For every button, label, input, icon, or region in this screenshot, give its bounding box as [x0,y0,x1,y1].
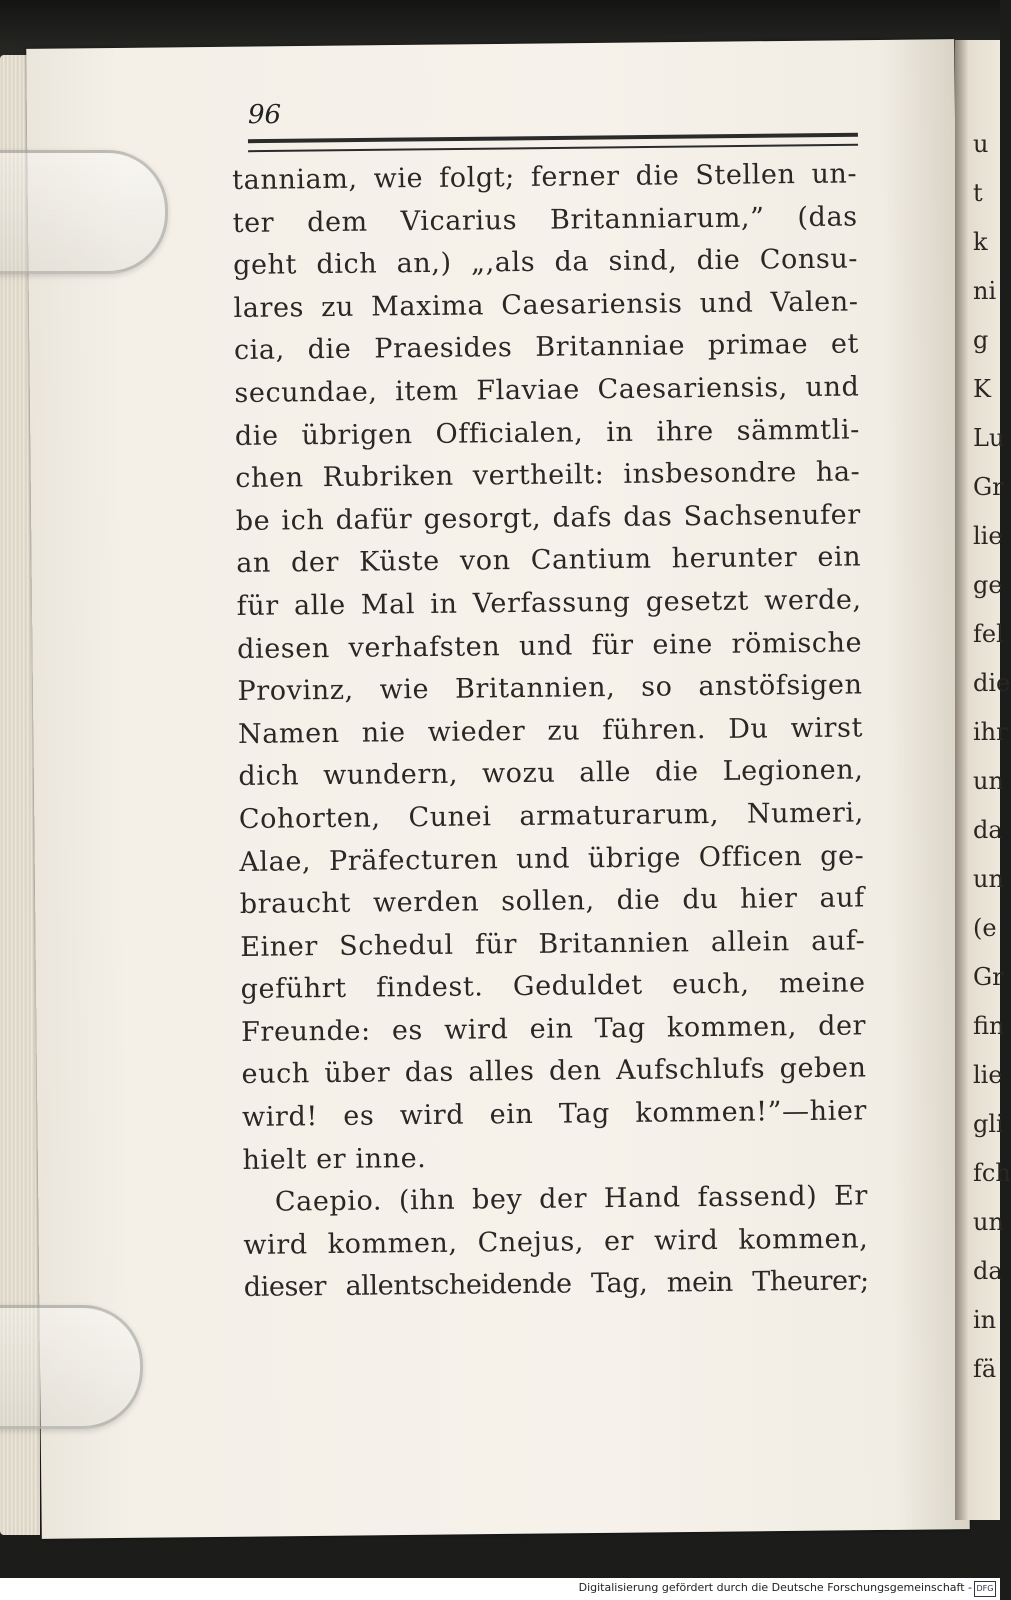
text-line: geht dich an,) „,als da sind, die Consu- [232,243,859,282]
page-number: 96 [248,100,282,130]
text-line: an der Küste von Cantium herunter ein [236,541,862,580]
text-line: tanniam, wie folgt; ferner die Stellen un- [232,158,858,196]
facing-page-fragment: in [973,1306,997,1334]
facing-page-fragment: Gr [973,473,1004,501]
facing-page-fragment: lie [973,522,1003,550]
facing-page-fragment: gli [973,1110,1004,1138]
facing-page-fragment: Gr [973,963,1004,991]
page-clip-bottom [0,1305,143,1429]
facing-page-fragment: k [973,228,988,256]
text-line: Einer Schedul für Britannien allein auf- [240,925,866,963]
facing-page-fragment: fä [973,1355,997,1383]
text-line: ter dem Vicarius Britanniarum,” (das [232,201,858,239]
text-line: dieser allentscheidende Tag, mein Theurer; [243,1265,869,1304]
text-line: cia, die Praesides Britanniae primae et [233,328,860,367]
facing-page-fragment: g [973,326,989,354]
facing-page-fragment: fin [973,1012,1005,1040]
text-line: wird! es wird ein Tag kommen!”—hier [241,1095,868,1134]
text-line: Alae, Präfecturen und übrige Officen ge- [239,839,865,878]
facing-page-fragment: ge [973,571,1003,599]
facing-page-fragment: t [973,179,983,207]
text-line: die übrigen Officialen, in ihre sämmtli- [234,414,861,452]
body-text [232,153,869,1310]
text-line: braucht werden sollen, die du hier auf [239,882,865,921]
text-line: secundae, item Flaviae Caesariensis, und [234,371,860,409]
text-line: lares zu Maxima Caesariensis und Valen- [233,286,859,324]
facing-page-fragment: die [973,669,1011,697]
facing-page-fragment: (e [973,914,997,942]
facing-page-fragment: un [973,1208,1004,1236]
facing-page-fragment: un [973,865,1004,893]
facing-page-fragment: u [973,130,989,158]
text-line: hielt er inne. [242,1142,427,1176]
facing-page-fragment: da [973,816,1003,844]
text-line: geführt findest. Geduldet euch, meine [240,967,866,1006]
text-line: Cohorten, Cunei armaturarum, Numeri, [238,797,865,835]
text-line: wird kommen, Cnejus, er wird kommen, [243,1223,869,1261]
text-line: Namen nie wieder zu führen. Du wirst [237,712,864,750]
facing-page-fragment: fel [973,620,1004,648]
facing-page-fragment: fch [973,1159,1011,1187]
text-line: für alle Mal in Verfassung gesetzt werde, [236,584,862,622]
page-clip-top [0,150,168,274]
facing-page-fragment: Lu [973,424,1005,452]
text-line: Provinz, wie Britannien, so anstöfsigen [237,669,863,708]
text-line: Freunde: es wird ein Tag kommen, der [240,1010,867,1048]
text-line: be ich dafür gesorgt, dafs das Sachsenufer [235,499,861,537]
facing-page-fragment: ihr [973,718,1008,746]
text-line: Caepio. (ihn bey der Hand fassend) Er [274,1180,869,1218]
facing-page-fragment: da [973,1257,1003,1285]
facing-page-fragment: K [973,375,991,403]
text-line: euch über das alles den Aufschlufs geben [241,1052,867,1091]
text-line: diesen verhafsten und für eine römische [236,626,863,665]
facing-page-fragment: ni [973,277,997,305]
digitization-credit: Digitalisierung gefördert durch die Deutsche Forschungsgemeinschaft - [578,1581,972,1594]
text-line: dich wundern, wozu alle die Legionen, [238,754,864,793]
text-line: chen Rubriken vertheilt: insbesondre ha- [235,456,861,495]
facing-page-fragment: lie [973,1061,1003,1089]
facing-page-fragment: un [973,767,1004,795]
dfg-logo: DFG [974,1581,996,1597]
facing-page-edge [955,40,1011,1520]
